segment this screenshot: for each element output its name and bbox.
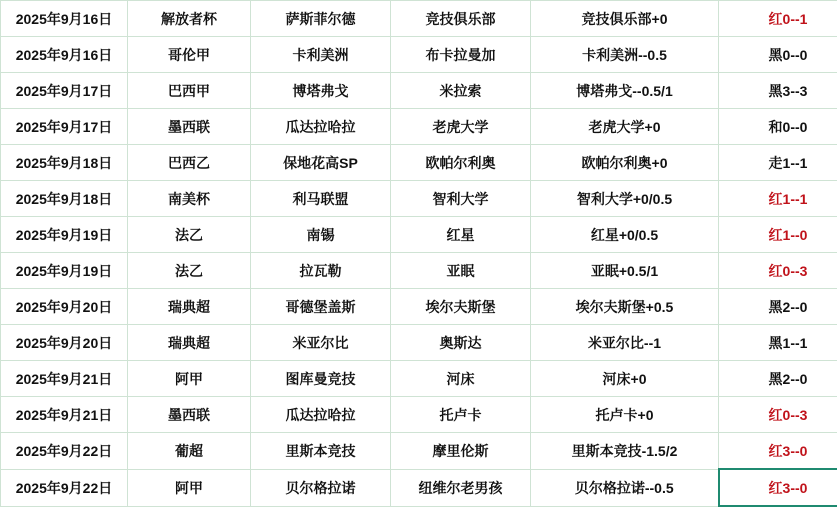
league-name: 瑞典超: [128, 289, 251, 325]
result-score: 红0--1: [719, 1, 837, 37]
away-team: 米拉索: [391, 73, 531, 109]
match-date: 2025年9月22日: [1, 433, 128, 470]
table-row: [1, 253, 837, 289]
result-score: 红3--0: [719, 469, 837, 506]
match-date: 2025年9月17日: [1, 73, 128, 109]
home-team: 萨斯菲尔德: [251, 1, 391, 37]
league-name: 哥伦甲: [128, 37, 251, 73]
home-team: 图库曼竞技: [251, 361, 391, 397]
result-score: 黑2--0: [719, 361, 837, 397]
result-score: 黑0--0: [719, 37, 837, 73]
away-team: 老虎大学: [391, 109, 531, 145]
match-date: 2025年9月18日: [1, 145, 128, 181]
away-team: 欧帕尔利奥: [391, 145, 531, 181]
league-name: 法乙: [128, 253, 251, 289]
table-row: [1, 73, 837, 109]
table-row: [1, 217, 837, 253]
league-name: 墨西联: [128, 397, 251, 433]
home-team: 卡利美洲: [251, 37, 391, 73]
away-team: 红星: [391, 217, 531, 253]
result-score: 红3--0: [719, 433, 837, 470]
result-score: 红1--1: [719, 181, 837, 217]
handicap-pick: 竞技俱乐部+0: [531, 1, 719, 37]
match-date: 2025年9月20日: [1, 325, 128, 361]
table-row: [1, 289, 837, 325]
league-name: 解放者杯: [128, 1, 251, 37]
home-team: 博塔弗戈: [251, 73, 391, 109]
table-row: [1, 361, 837, 397]
table-row: [1, 397, 837, 433]
league-name: 瑞典超: [128, 325, 251, 361]
away-team: 亚眠: [391, 253, 531, 289]
league-name: 墨西联: [128, 109, 251, 145]
result-score: 红0--3: [719, 253, 837, 289]
table-row: [1, 109, 837, 145]
league-name: 巴西乙: [128, 145, 251, 181]
result-score: 黑3--3: [719, 73, 837, 109]
result-score: 和0--0: [719, 109, 837, 145]
home-team: 贝尔格拉诺: [251, 469, 391, 506]
home-team: 哥德堡盖斯: [251, 289, 391, 325]
match-date: 2025年9月22日: [1, 469, 128, 506]
handicap-pick: 卡利美洲--0.5: [531, 37, 719, 73]
match-date: 2025年9月20日: [1, 289, 128, 325]
table-row: [1, 181, 837, 217]
league-name: 葡超: [128, 433, 251, 470]
home-team: 瓜达拉哈拉: [251, 397, 391, 433]
away-team: 埃尔夫斯堡: [391, 289, 531, 325]
home-team: 利马联盟: [251, 181, 391, 217]
match-date: 2025年9月16日: [1, 37, 128, 73]
handicap-pick: 博塔弗戈--0.5/1: [531, 73, 719, 109]
table-row: [1, 1, 837, 37]
match-date: 2025年9月19日: [1, 253, 128, 289]
league-name: 南美杯: [128, 181, 251, 217]
handicap-pick: 米亚尔比--1: [531, 325, 719, 361]
table-row: [1, 145, 837, 181]
league-name: 法乙: [128, 217, 251, 253]
away-team: 奥斯达: [391, 325, 531, 361]
match-date: 2025年9月19日: [1, 217, 128, 253]
league-name: 阿甲: [128, 361, 251, 397]
match-date: 2025年9月21日: [1, 397, 128, 433]
table-row: [1, 469, 837, 506]
table-row: [1, 325, 837, 361]
home-team: 里斯本竞技: [251, 433, 391, 470]
handicap-pick: 贝尔格拉诺--0.5: [531, 469, 719, 506]
match-date: 2025年9月17日: [1, 109, 128, 145]
handicap-pick: 托卢卡+0: [531, 397, 719, 433]
match-date: 2025年9月18日: [1, 181, 128, 217]
handicap-pick: 河床+0: [531, 361, 719, 397]
league-name: 阿甲: [128, 469, 251, 506]
away-team: 河床: [391, 361, 531, 397]
away-team: 纽维尔老男孩: [391, 469, 531, 506]
handicap-pick: 里斯本竞技-1.5/2: [531, 433, 719, 470]
handicap-pick: 欧帕尔利奥+0: [531, 145, 719, 181]
league-name: 巴西甲: [128, 73, 251, 109]
handicap-pick: 智利大学+0/0.5: [531, 181, 719, 217]
away-team: 智利大学: [391, 181, 531, 217]
table-body: [1, 1, 837, 507]
home-team: 南锡: [251, 217, 391, 253]
home-team: 瓜达拉哈拉: [251, 109, 391, 145]
table-row: [1, 433, 837, 470]
away-team: 布卡拉曼加: [391, 37, 531, 73]
table-row: [1, 37, 837, 73]
away-team: 竞技俱乐部: [391, 1, 531, 37]
home-team: 米亚尔比: [251, 325, 391, 361]
handicap-pick: 亚眠+0.5/1: [531, 253, 719, 289]
result-score: 走1--1: [719, 145, 837, 181]
handicap-pick: 埃尔夫斯堡+0.5: [531, 289, 719, 325]
result-score: 黑2--0: [719, 289, 837, 325]
away-team: 托卢卡: [391, 397, 531, 433]
away-team: 摩里伦斯: [391, 433, 531, 470]
handicap-pick: 红星+0/0.5: [531, 217, 719, 253]
match-date: 2025年9月21日: [1, 361, 128, 397]
result-score: 黑1--1: [719, 325, 837, 361]
match-date: 2025年9月16日: [1, 1, 128, 37]
home-team: 保地花高SP: [251, 145, 391, 181]
home-team: 拉瓦勒: [251, 253, 391, 289]
result-score: 红1--0: [719, 217, 837, 253]
result-score: 红0--3: [719, 397, 837, 433]
handicap-pick: 老虎大学+0: [531, 109, 719, 145]
